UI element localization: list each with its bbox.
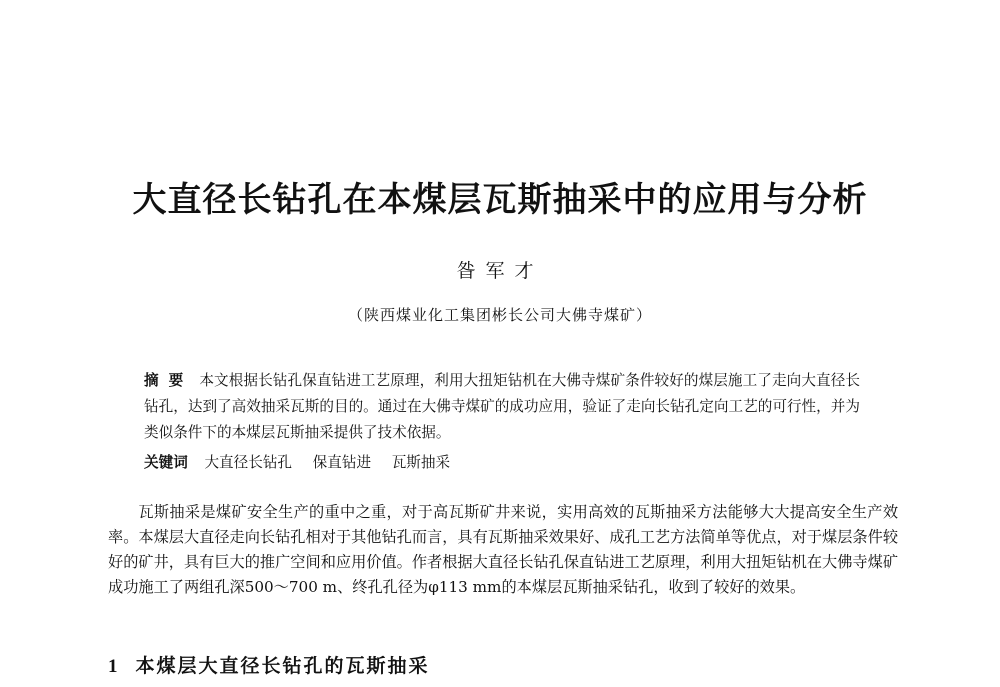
section-number: 1 bbox=[108, 656, 118, 677]
section-heading bbox=[108, 651, 430, 678]
keyword-item: 瓦斯抽采 bbox=[391, 454, 451, 471]
keyword-item: 保直钻进 bbox=[312, 454, 372, 471]
author-affiliation: （陕西煤业化工集团彬长公司大佛寺煤矿） bbox=[347, 306, 652, 324]
abstract-text: 本文根据长钻孔保直钻进工艺原理，利用大扭矩钻机在大佛寺煤矿条件较好的煤层施工了走向大直径长钻孔，达到了高效抽采瓦斯的目的。通过在大佛寺煤矿的成功应用，验证了走向长钻孔定向工艺的可行性，并为类似条件下的本煤层瓦斯抽采提供了技术依据。 bbox=[144, 372, 860, 441]
author-name: 昝军才 bbox=[456, 260, 544, 282]
keyword-item: 大直径长钻孔 bbox=[204, 454, 293, 471]
abstract bbox=[144, 368, 860, 446]
intro-paragraph: 瓦斯抽采是煤矿安全生产的重中之重，对于高瓦斯矿井来说，实用高效的瓦斯抽采方法能够大大提高安全生产效率。本煤层大直径走向长钻孔相对于其他钻孔而言，具有瓦斯抽采效果好、成孔工艺方法简单等优点，对于煤层条件较好的矿井，具有巨大的推广空间和应用价值。作者根据大直径长钻孔保直钻进工艺原理，利用大扭矩钻机在大佛寺煤矿成功施工了两组孔深500～700 m、终孔孔径为φ113 mm的本煤层瓦斯抽采钻孔，收到了较好的效果。 bbox=[108, 503, 898, 596]
section-title: 本煤层大直径长钻孔的瓦斯抽采 bbox=[135, 655, 430, 677]
keywords-label: 关键词 bbox=[144, 454, 188, 471]
keywords bbox=[144, 451, 860, 472]
abstract-label: 摘要 bbox=[144, 372, 194, 389]
paper-title: 大直径长钻孔在本煤层瓦斯抽采中的应用与分析 bbox=[132, 180, 868, 220]
